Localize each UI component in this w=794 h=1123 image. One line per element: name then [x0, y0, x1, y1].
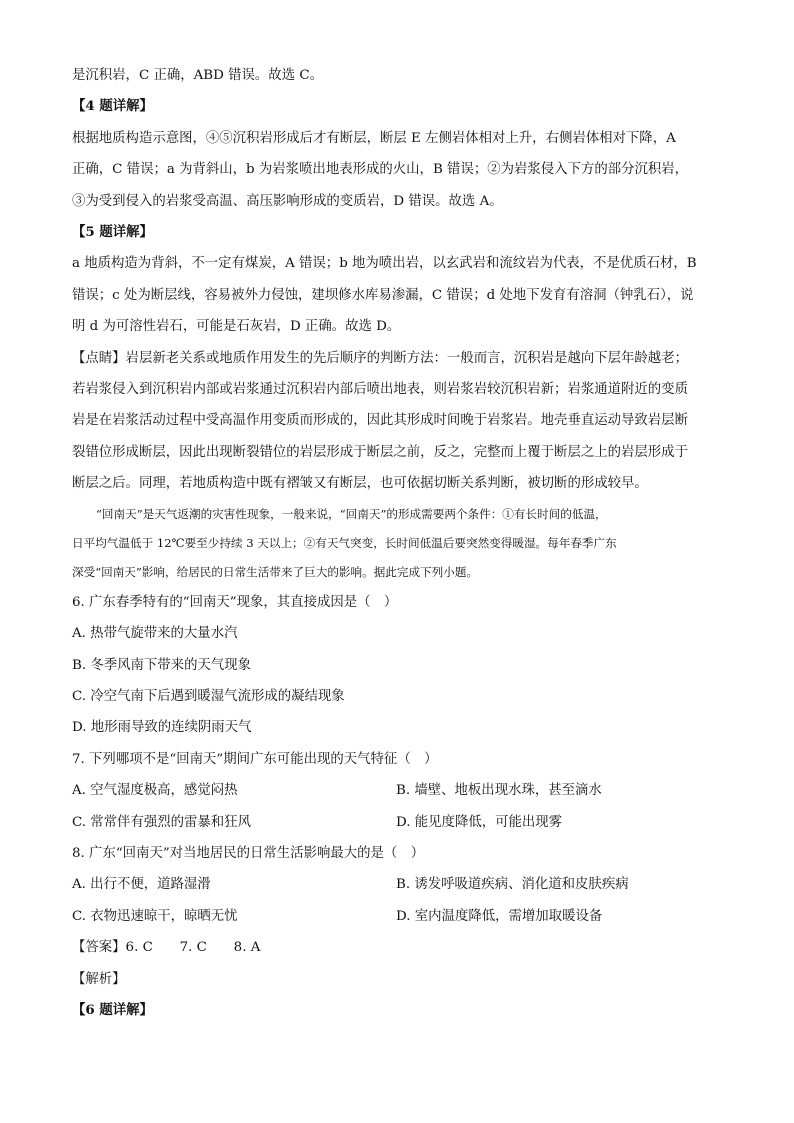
- document-page: [72, 60, 727, 1026]
- key-point-line: 【点睛】岩层新老关系或地质作用发生的先后顺序的判断方法：一般而言，沉积岩是越向下层年龄越老；: [72, 350, 688, 366]
- text-line: 错误；c 处为断层线，容易被外力侵蚀，建坝修水库易渗漏，C 错误；d 处地下发育有溶洞（钟乳石），说: [72, 287, 694, 303]
- question-stem: 6. 广东春季特有的“回南天”现象，其直接成因是（ ）: [72, 594, 398, 610]
- passage-line: “回南天”是天气返潮的灾害性现象，一般来说，“回南天”的形成需要两个条件：①有长时间的低温，: [96, 506, 607, 521]
- text-line: 若岩浆侵入到沉积岩内部或岩浆通过沉积岩内部后喷出地表，则岩浆岩较沉积岩新；岩浆通道附近的变质: [72, 382, 688, 398]
- text-line: 是沉积岩，C 正确，ABD 错误。故选 C。: [72, 68, 323, 83]
- question-stem: 7. 下列哪项不是“回南天”期间广东可能出现的天气特征（ ）: [72, 751, 438, 767]
- option-d: D. 能见度降低，可能出现雾: [396, 814, 563, 830]
- text-line: a 地质构造为背斜，不一定有煤炭，A 错误；b 地为喷出岩，以玄武岩和流纹岩为代表，不是优质石材，B: [72, 256, 697, 272]
- q4-detail-heading: 【4 题详解】: [72, 98, 153, 115]
- option-a: A. 空气湿度极高，感觉闷热: [72, 783, 238, 799]
- option-a: A. 出行不便，道路湿滑: [72, 877, 211, 893]
- option-c: C. 衣物迅速晾干，晾晒无忧: [72, 908, 238, 924]
- text-line: 根据地质构造示意图，④⑤沉积岩形成后才有断层，断层 E 左侧岩体相对上升，右侧岩体相对下降，A: [72, 130, 676, 146]
- question-stem: 8. 广东“回南天”对当地居民的日常生活影响最大的是（ ）: [72, 845, 425, 861]
- q5-detail-heading: 【5 题详解】: [72, 224, 153, 241]
- option-d: D. 室内温度降低，需增加取暖设备: [396, 908, 603, 924]
- passage-line: 日平均气温低于 12℃要至少持续 3 天以上；②有天气突变，长时间低温后要突然变得暖湿。每年春季广东: [72, 535, 617, 550]
- option-row: [72, 807, 727, 838]
- option-c: C. 常常伴有强烈的雷暴和狂风: [72, 814, 251, 830]
- explanation-block: [72, 60, 727, 500]
- option-c: C. 冷空气南下后遇到暖湿气流形成的凝结现象: [72, 688, 345, 704]
- option-row: [72, 775, 727, 806]
- text-line: 岩是在岩浆活动过程中受高温作用变质而形成的，因此其形成时间晚于岩浆岩。地壳垂直运动导致岩层断: [72, 413, 688, 429]
- text-line: 正确，C 错误；a 为背斜山，b 为岩浆喷出地表形成的火山，B 错误；②为岩浆侵入下方的部分沉积岩，: [72, 162, 689, 178]
- option-row: [72, 869, 727, 900]
- option-d: D. 地形雨导致的连续阴雨天气: [72, 720, 252, 736]
- passage-line: 深受“回南天”影响，给居民的日常生活带来了巨大的影响。据此完成下列小题。: [72, 564, 479, 579]
- reading-passage: [72, 500, 727, 587]
- option-a: A. 热带气旋带来的大量水汽: [72, 626, 238, 642]
- option-b: B. 墙壁、地板出现水珠，甚至滴水: [396, 783, 602, 799]
- answer-line: 【答案】6. C 7. C 8. A: [72, 940, 261, 956]
- question-7: [72, 744, 727, 838]
- analysis-heading: 【解析】: [72, 971, 126, 987]
- q6-detail-heading: 【6 题详解】: [72, 1001, 153, 1018]
- option-b: B. 诱发呼吸道疾病、消化道和皮肤疾病: [396, 877, 629, 893]
- text-line: 断层之后。同理，若地质构造中既有褶皱又有断层，也可依据切断关系判断，被切断的形成较早。: [72, 476, 648, 492]
- question-8: [72, 838, 727, 932]
- option-b: B. 冬季风南下带来的天气现象: [72, 657, 252, 673]
- option-row: [72, 901, 727, 932]
- text-line: 裂错位形成断层，因此出现断裂错位的岩层形成于断层之前，反之，完整而上覆于断层之上的岩层形成于: [72, 444, 688, 460]
- question-6: [72, 587, 727, 744]
- text-line: ③为受到侵入的岩浆受高温、高压影响形成的变质岩，D 错误。故选 A。: [72, 193, 503, 209]
- text-line: 明 d 为可溶性岩石，可能是石灰岩，D 正确。故选 D。: [72, 319, 401, 335]
